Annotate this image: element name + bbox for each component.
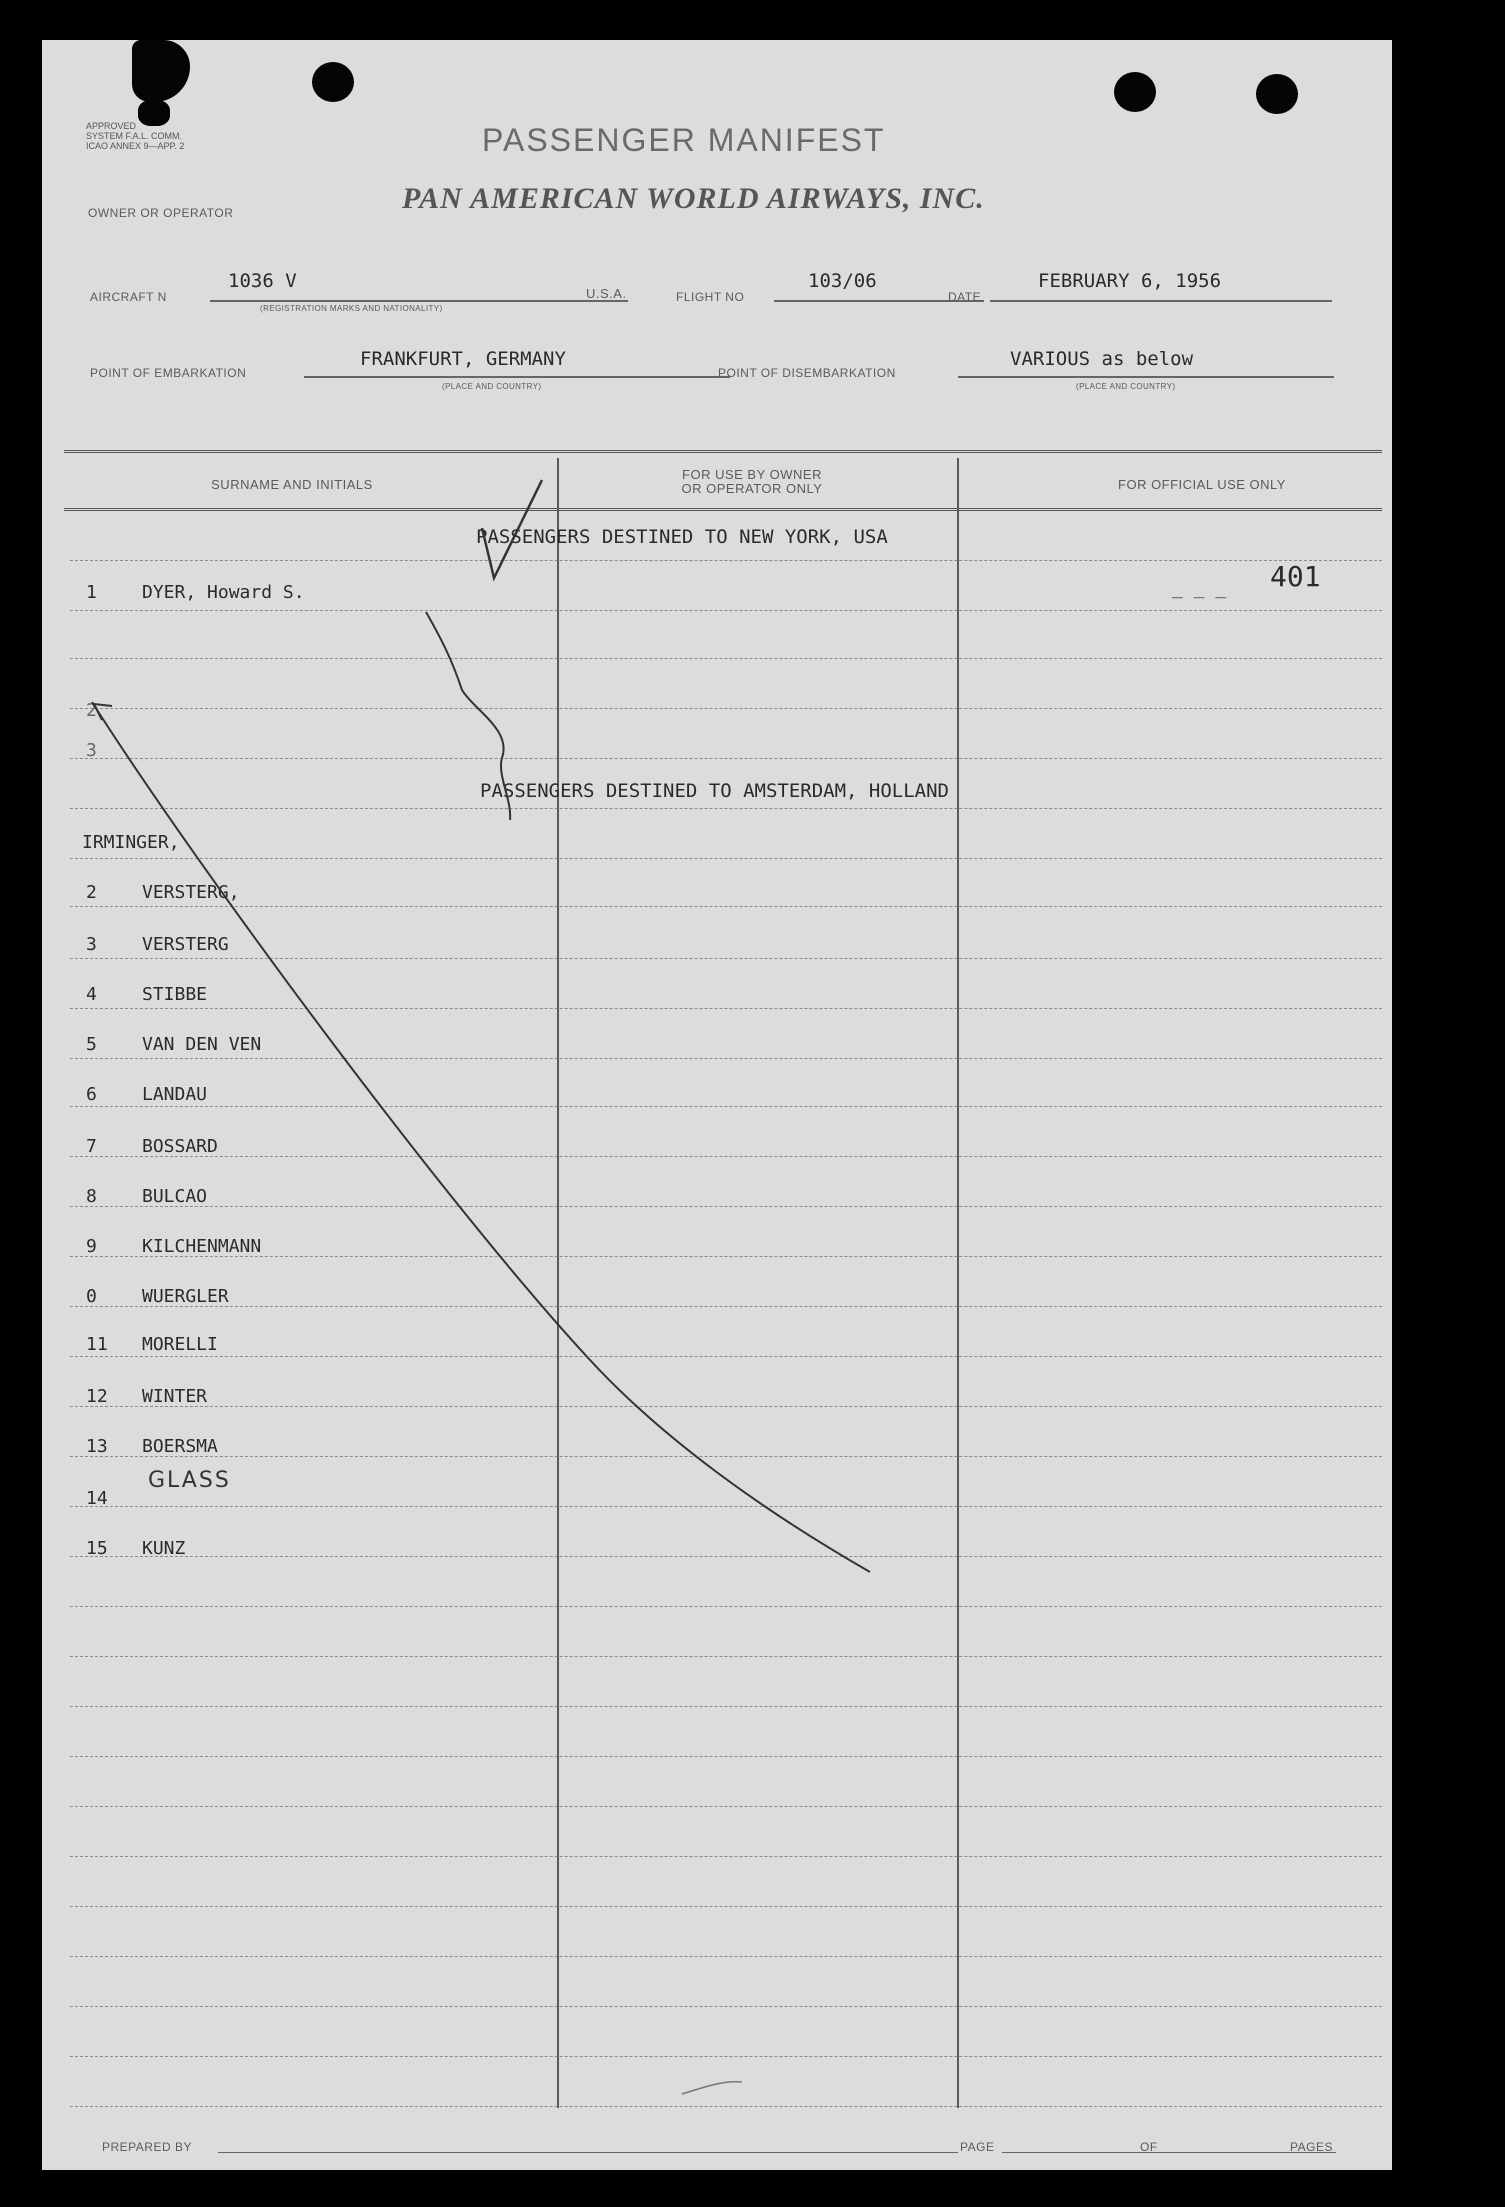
aircraft-value: 1036 V (228, 270, 297, 292)
footer-page: PAGE (960, 2140, 995, 2154)
footer-pages: PAGES (1290, 2140, 1333, 2154)
row-number: 12 (86, 1386, 108, 1407)
row-number: 3 (86, 740, 97, 761)
passenger-name: DYER, Howard S. (142, 582, 305, 603)
row-number: 7 (86, 1136, 97, 1157)
section-heading-new-york: PASSENGERS DESTINED TO NEW YORK, USA (476, 526, 888, 548)
passenger-name: VAN DEN VEN (142, 1034, 262, 1055)
check-mark (482, 480, 542, 578)
column-header-owner-use: FOR USE BY OWNER OR OPERATOR ONLY (681, 467, 823, 496)
approval-line: APPROVED (86, 121, 137, 131)
approval-line: SYSTEM F.A.L. COMM. (86, 131, 183, 141)
passenger-name: VERSTERG, (142, 882, 240, 903)
column-header-surname: SURNAME AND INITIALS (211, 477, 373, 492)
page-title: PASSENGER MANIFEST (482, 122, 886, 158)
row-number: 4 (86, 984, 97, 1005)
squiggle-line (426, 612, 510, 820)
embarkation-caption: (PLACE AND COUNTRY) (442, 382, 542, 391)
row-number: 3 (86, 934, 97, 955)
row-number: 13 (86, 1436, 108, 1457)
usa-label: U.S.A. (586, 286, 627, 301)
pen-marks (42, 40, 1392, 2170)
official-use-number: 401 (1270, 560, 1321, 593)
date-label: DATE (948, 290, 982, 304)
row-number: 15 (86, 1538, 108, 1559)
row-number: 11 (86, 1334, 108, 1355)
flight-label: FLIGHT NO (676, 290, 745, 304)
row-number: 2 (86, 882, 97, 903)
owner-label: OWNER OR OPERATOR (88, 206, 234, 220)
passenger-name: LANDAU (142, 1084, 208, 1105)
aircraft-label: AIRCRAFT N (90, 290, 167, 304)
row-number: 6 (86, 1084, 97, 1105)
row-number: 14 (86, 1488, 108, 1509)
registration-caption: (REGISTRATION MARKS AND NATIONALITY) (260, 304, 443, 313)
approval-line: ICAO ANNEX 9—APP. 2 (86, 141, 185, 151)
row-number: 5 (86, 1034, 97, 1055)
passenger-name: VERSTERG (142, 934, 229, 955)
embarkation-label: POINT OF EMBARKATION (90, 366, 247, 380)
flight-number: 103/06 (808, 270, 877, 292)
disembarkation-label: POINT OF DISEMBARKATION (718, 366, 896, 380)
passenger-name: MORELLI (142, 1334, 218, 1355)
disembarkation-caption: (PLACE AND COUNTRY) (1076, 382, 1176, 391)
airline-name: PAN AMERICAN WORLD AIRWAYS, INC. (402, 182, 985, 215)
footer-of: OF (1140, 2140, 1158, 2154)
footer-prepared-by: PREPARED BY (102, 2140, 192, 2154)
row-number: 9 (86, 1236, 97, 1257)
section-heading-amsterdam: PASSENGERS DESTINED TO AMSTERDAM, HOLLAND (480, 780, 949, 802)
footer-prepared-line (218, 2152, 958, 2153)
row-number: 8 (86, 1186, 97, 1207)
strike-line (92, 702, 870, 1572)
scribble-mark (682, 2082, 742, 2094)
row-number: 0 (86, 1286, 97, 1307)
row-number: 2 (86, 700, 97, 721)
official-dash: _ _ _ (1172, 578, 1227, 599)
passenger-name: WUERGLER (142, 1286, 229, 1307)
passenger-name: BULCAO (142, 1186, 208, 1207)
date-value: FEBRUARY 6, 1956 (1038, 270, 1222, 292)
handwritten-name: GLASS (148, 1468, 231, 1493)
manifest-page (42, 40, 1392, 2170)
passenger-name: KUNZ (142, 1538, 186, 1559)
disembarkation-value: VARIOUS as below (1010, 348, 1194, 370)
passenger-name: STIBBE (142, 984, 208, 1005)
row-number: 1 (86, 582, 97, 603)
column-header-official-use: FOR OFFICIAL USE ONLY (1118, 477, 1286, 492)
passenger-name: WINTER (142, 1386, 208, 1407)
passenger-name: IRMINGER, (82, 832, 180, 853)
passenger-name: KILCHENMANN (142, 1236, 262, 1257)
passenger-name: BOERSMA (142, 1436, 218, 1457)
embarkation-value: FRANKFURT, GERMANY (360, 348, 566, 370)
passenger-name: BOSSARD (142, 1136, 218, 1157)
